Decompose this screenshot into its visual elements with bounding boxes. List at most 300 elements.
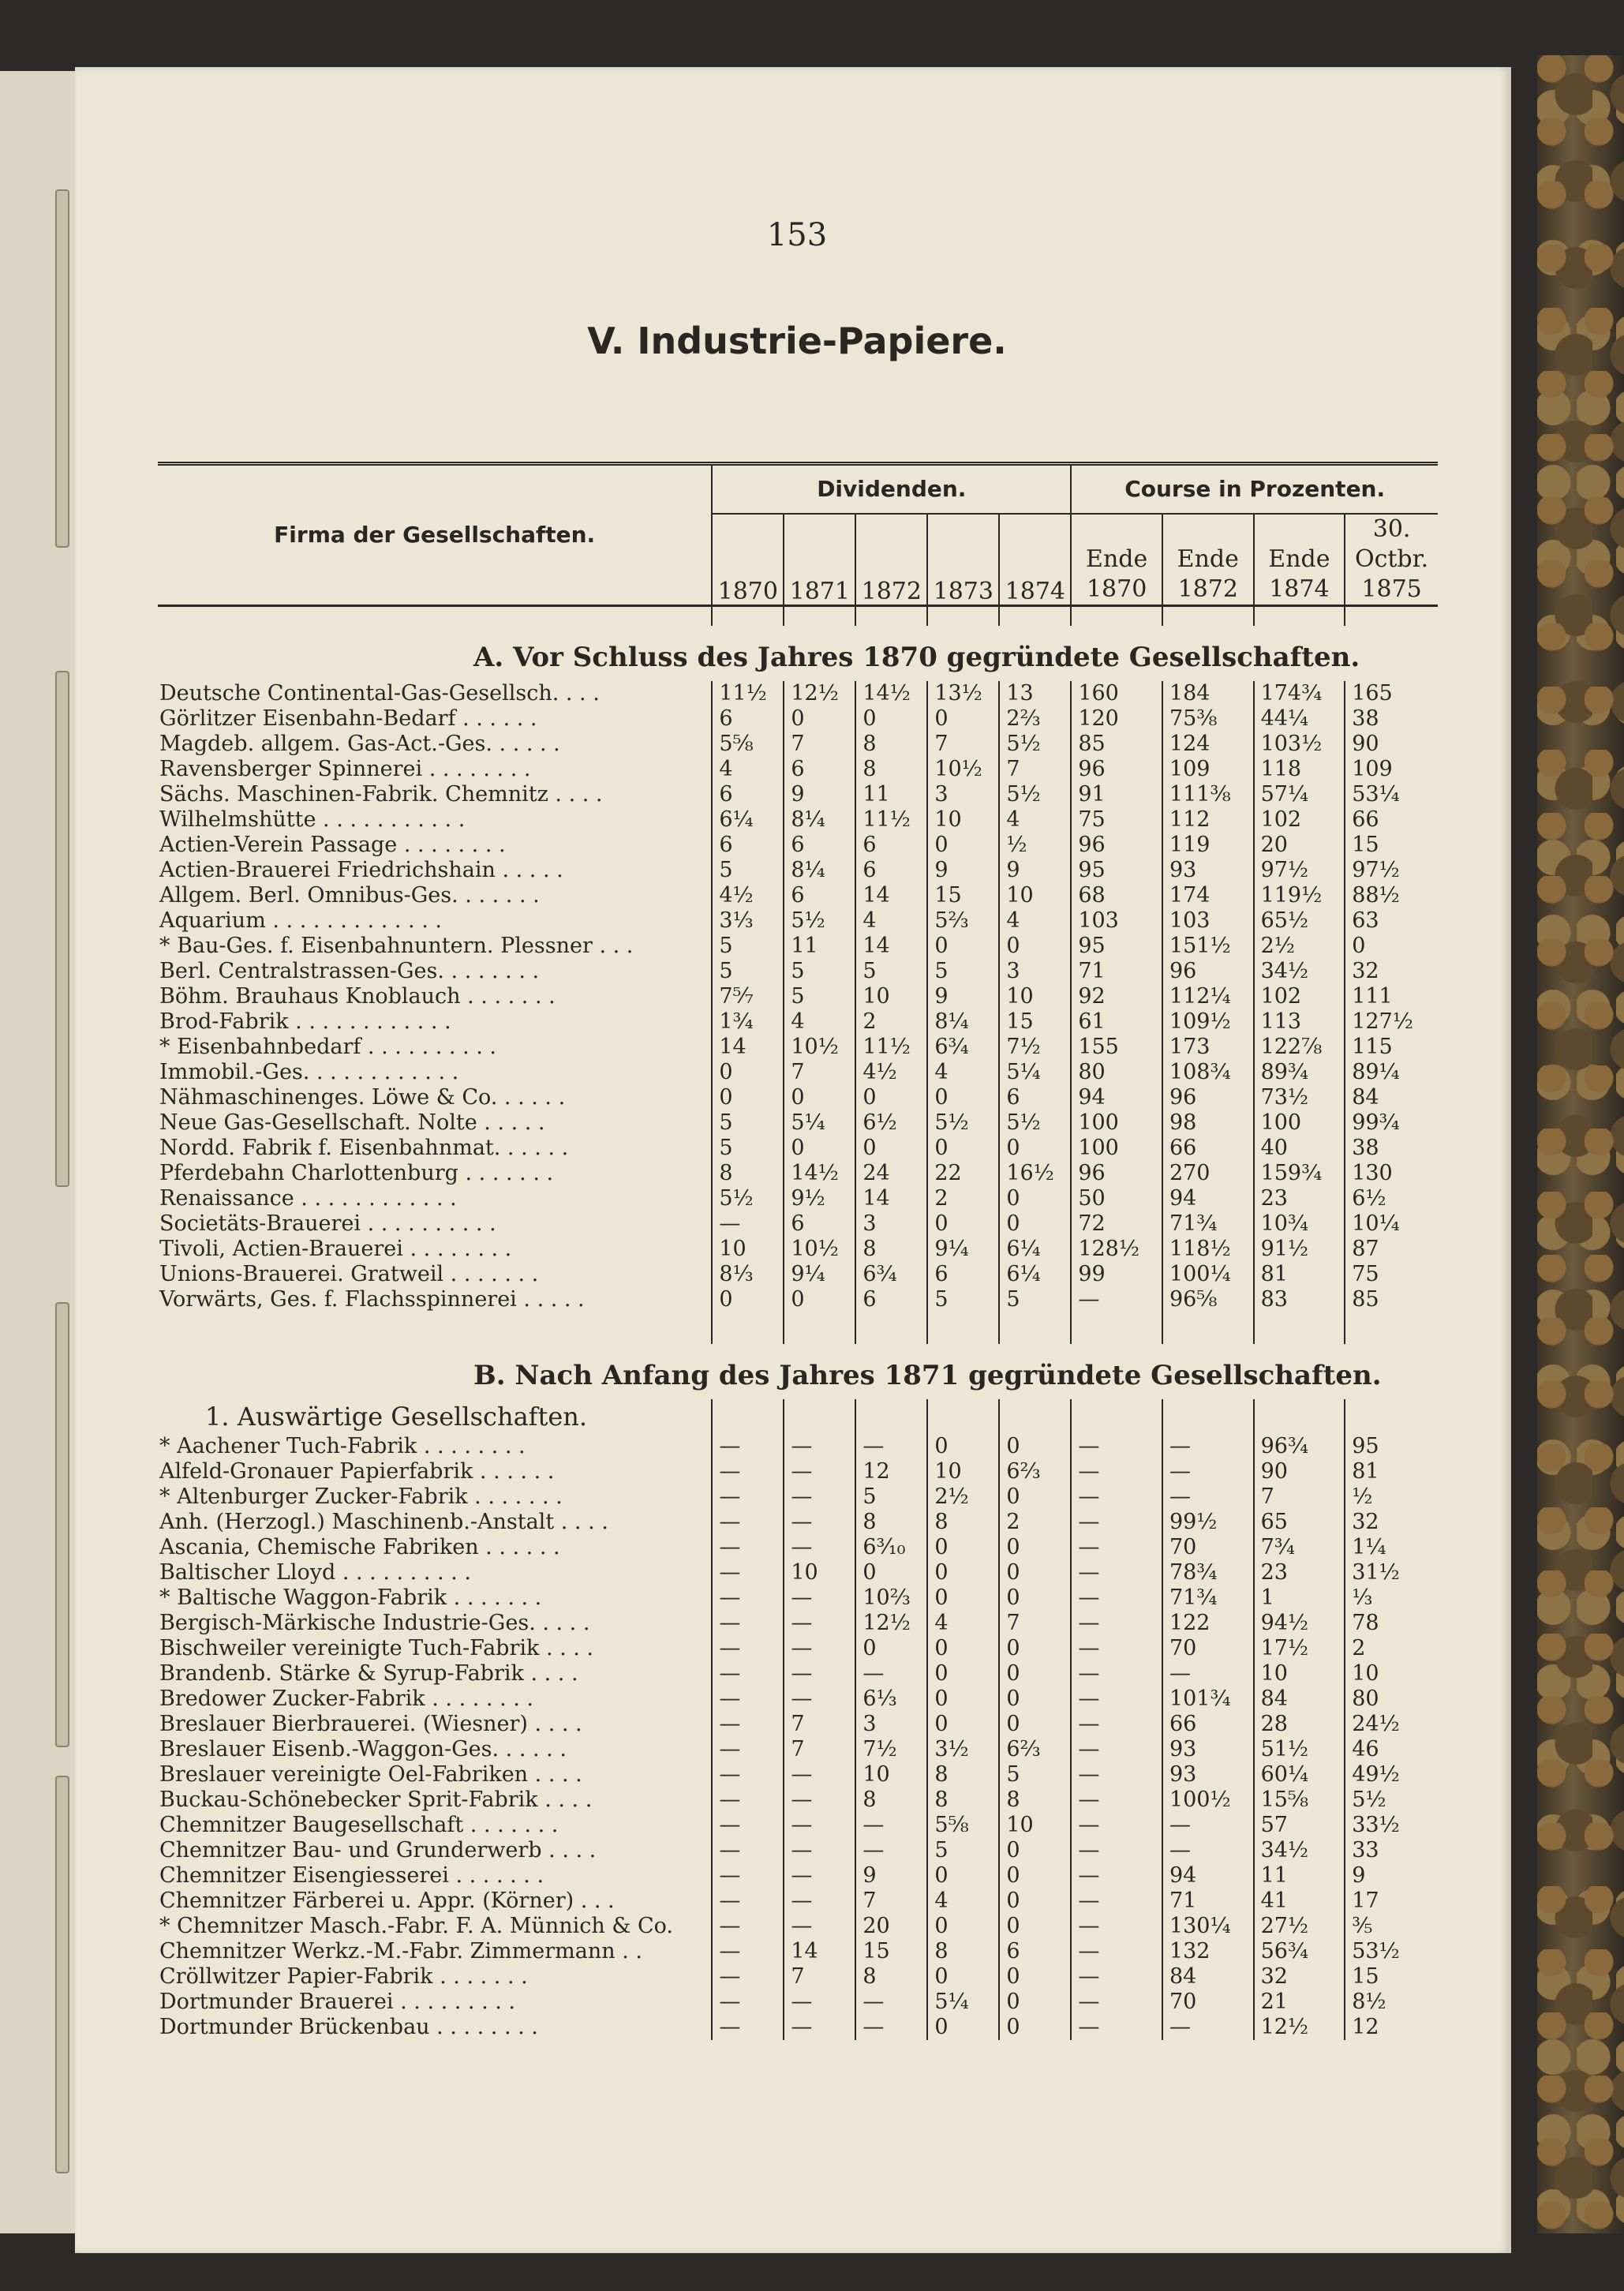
dividend-value: —: [712, 1560, 784, 1585]
dividend-value: 10: [855, 984, 927, 1009]
company-name: * Eisenbahnbedarf . . . . . . . . . .: [159, 1035, 497, 1059]
dividend-value: 0: [999, 1661, 1071, 1686]
dividend-value: —: [784, 1484, 855, 1510]
course-value: —: [1071, 1686, 1162, 1712]
dividend-value: 20: [855, 1914, 927, 1939]
table-row: [158, 959, 1438, 984]
dividend-value: 7: [784, 1737, 855, 1762]
course-value: 130: [1345, 1161, 1438, 1186]
spacer-cell: [784, 606, 855, 627]
company-name: Tivoli, Actien-Brauerei . . . . . . . .: [159, 1237, 512, 1261]
course-value: 81: [1345, 1459, 1438, 1484]
dividend-value: 0: [999, 934, 1071, 959]
dividend-value: 0: [999, 1484, 1071, 1510]
dividend-value: 1¾: [712, 1009, 784, 1035]
course-value: 0: [1345, 934, 1438, 959]
dividend-value: 0: [999, 1186, 1071, 1211]
dividend-value: 2: [855, 1009, 927, 1035]
table-row: [158, 1211, 1438, 1237]
course-value: —: [1071, 1889, 1162, 1914]
course-value: 100: [1071, 1110, 1162, 1136]
dividend-value: 9: [855, 1863, 927, 1889]
dividend-year-header: 1872: [855, 514, 927, 606]
dividend-value: 16½: [999, 1161, 1071, 1186]
course-value: 1¼: [1345, 1535, 1438, 1560]
dividend-value: —: [784, 1863, 855, 1889]
course-value: 115: [1345, 1035, 1438, 1060]
table-row: [158, 1060, 1438, 1085]
course-value: —: [1162, 1459, 1254, 1484]
dividend-value: 8¼: [784, 807, 855, 833]
course-value: 15: [1345, 1964, 1438, 1990]
dividend-value: —: [712, 1838, 784, 1863]
dividend-value: 7: [784, 1712, 855, 1737]
dividend-value: —: [784, 1636, 855, 1661]
course-value: 122: [1162, 1611, 1254, 1636]
table-row: [158, 706, 1438, 732]
spacer-cell: [1254, 1399, 1345, 1434]
company-name: Berl. Centralstrassen-Ges. . . . . . . .: [159, 959, 540, 983]
table-row: [158, 1510, 1438, 1535]
table-row: [158, 1636, 1438, 1661]
course-value: 34½: [1254, 959, 1345, 984]
course-value: 94: [1071, 1085, 1162, 1110]
dividend-value: —: [712, 1712, 784, 1737]
company-name: * Altenburger Zucker-Fabrik . . . . . . .: [159, 1484, 563, 1509]
course-header: Course in Prozenten.: [1071, 464, 1438, 515]
dividend-value: 14: [712, 1035, 784, 1060]
dividend-value: 10½: [927, 757, 999, 782]
dividend-value: 0: [927, 2015, 999, 2040]
course-value: 89¼: [1345, 1060, 1438, 1085]
course-value: 108¾: [1162, 1060, 1254, 1085]
course-value: 15: [1345, 833, 1438, 858]
course-value: —: [1071, 1434, 1162, 1459]
course-value: 127½: [1345, 1009, 1438, 1035]
dividend-value: 2: [999, 1510, 1071, 1535]
dividend-value: 10: [784, 1560, 855, 1585]
table-row: [158, 1035, 1438, 1060]
dividend-value: 6³⁄₁₀: [855, 1535, 927, 1560]
course-value: 84: [1254, 1686, 1345, 1712]
course-date-header: [1345, 514, 1438, 606]
dividend-value: 6⅔: [999, 1459, 1071, 1484]
course-value: 112¼: [1162, 984, 1254, 1009]
dividend-value: 0: [927, 934, 999, 959]
course-value: 28: [1254, 1712, 1345, 1737]
dividend-value: 5½: [999, 1110, 1071, 1136]
dividend-value: 2½: [927, 1484, 999, 1510]
document-page: [75, 67, 1511, 2253]
course-value: 95: [1071, 858, 1162, 883]
course-date-header: [1071, 514, 1162, 606]
dividend-value: —: [784, 1838, 855, 1863]
dividend-value: 5: [712, 1136, 784, 1161]
course-date-year: 1874: [1269, 575, 1330, 603]
course-value: 46: [1345, 1737, 1438, 1762]
dividend-value: 0: [999, 1136, 1071, 1161]
course-value: 66: [1162, 1712, 1254, 1737]
course-value: 56¾: [1254, 1939, 1345, 1964]
course-value: 70: [1162, 1990, 1254, 2015]
course-value: 160: [1071, 681, 1162, 706]
dividend-value: 5: [712, 959, 784, 984]
binding-band: [55, 1302, 69, 1747]
course-value: 71¾: [1162, 1211, 1254, 1237]
course-value: 61: [1071, 1009, 1162, 1035]
dividend-value: 3: [999, 959, 1071, 984]
spacer-cell: [712, 606, 784, 627]
table-row: [158, 908, 1438, 934]
dividend-value: 8¼: [927, 1009, 999, 1035]
company-name: Alfeld-Gronauer Papierfabrik . . . . . .: [159, 1459, 555, 1484]
dividend-value: 3: [855, 1712, 927, 1737]
company-name: Bischweiler vereinigte Tuch-Fabrik . . . .: [159, 1636, 594, 1660]
dividend-value: 14: [784, 1939, 855, 1964]
dividend-value: 7: [784, 1964, 855, 1990]
course-value: 97½: [1345, 858, 1438, 883]
dividend-value: 9¼: [927, 1237, 999, 1262]
course-value: 20: [1254, 833, 1345, 858]
course-value: 103: [1071, 908, 1162, 934]
dividend-value: 6: [712, 833, 784, 858]
table-row: [158, 1661, 1438, 1686]
course-value: 78: [1345, 1611, 1438, 1636]
company-name: Ascania, Chemische Fabriken . . . . . .: [159, 1535, 560, 1559]
table-row: [158, 1863, 1438, 1889]
course-value: 71: [1071, 959, 1162, 984]
company-name: Vorwärts, Ges. f. Flachsspinnerei . . . . .: [159, 1287, 585, 1312]
table-row: [158, 1237, 1438, 1262]
dividend-value: 7: [999, 1611, 1071, 1636]
course-value: 66: [1162, 1136, 1254, 1161]
dividend-value: 8: [855, 1237, 927, 1262]
dividend-value: 0: [927, 833, 999, 858]
course-value: 100: [1254, 1110, 1345, 1136]
course-date-year: 1872: [1177, 575, 1238, 603]
dividend-value: 10: [999, 984, 1071, 1009]
course-value: 17½: [1254, 1636, 1345, 1661]
company-name: Dortmunder Brückenbau . . . . . . . .: [159, 2015, 538, 2039]
dividend-value: 7: [927, 732, 999, 757]
course-value: 94: [1162, 1863, 1254, 1889]
course-value: 34½: [1254, 1838, 1345, 1863]
course-value: 75⅜: [1162, 706, 1254, 732]
course-value: 124: [1162, 732, 1254, 757]
course-value: 111⅜: [1162, 782, 1254, 807]
course-value: 85: [1071, 732, 1162, 757]
table-row: [158, 1560, 1438, 1585]
dividend-value: —: [784, 1889, 855, 1914]
course-value: 40: [1254, 1136, 1345, 1161]
dividend-value: 7: [784, 1060, 855, 1085]
dividend-value: —: [712, 1484, 784, 1510]
course-date-header: [1254, 514, 1345, 606]
company-name: Buckau-Schönebecker Sprit-Fabrik . . . .: [159, 1788, 593, 1812]
dividend-value: 10: [927, 807, 999, 833]
course-value: 120: [1071, 706, 1162, 732]
course-value: 100¼: [1162, 1262, 1254, 1287]
course-value: —: [1162, 1484, 1254, 1510]
course-value: 113: [1254, 1009, 1345, 1035]
dividend-value: 5⅝: [712, 732, 784, 757]
course-value: 32: [1254, 1964, 1345, 1990]
spacer-cell: [927, 1399, 999, 1434]
course-value: 103½: [1254, 732, 1345, 757]
course-value: 49½: [1345, 1762, 1438, 1788]
course-value: 23: [1254, 1560, 1345, 1585]
dividend-value: 4: [999, 807, 1071, 833]
spacer-cell: [712, 1399, 784, 1434]
course-value: 97½: [1254, 858, 1345, 883]
table-row: [158, 1914, 1438, 1939]
company-name: Renaissance . . . . . . . . . . . .: [159, 1186, 457, 1211]
course-date-top: 30. Octbr.: [1354, 515, 1429, 573]
company-name: Allgem. Berl. Omnibus-Ges. . . . . . .: [159, 883, 540, 908]
company-name: Bredower Zucker-Fabrik . . . . . . . .: [159, 1686, 533, 1711]
spacer-cell: [1162, 1312, 1254, 1344]
course-value: 99½: [1162, 1510, 1254, 1535]
table-row: [158, 833, 1438, 858]
dividend-value: —: [712, 1914, 784, 1939]
dividend-value: 9: [784, 782, 855, 807]
company-name: Pferdebahn Charlottenburg . . . . . . .: [159, 1161, 554, 1185]
dividend-value: 0: [999, 1560, 1071, 1585]
dividend-value: 6½: [855, 1110, 927, 1136]
course-value: 57: [1254, 1813, 1345, 1838]
course-value: 95: [1071, 934, 1162, 959]
table-row: [158, 934, 1438, 959]
dividend-year-header: 1873: [927, 514, 999, 606]
course-value: 119½: [1254, 883, 1345, 908]
dividend-value: 5: [927, 959, 999, 984]
dividend-value: 0: [927, 1636, 999, 1661]
table-row: [158, 1611, 1438, 1636]
dividend-value: 0: [855, 1560, 927, 1585]
dividend-year-header: 1870: [712, 514, 784, 606]
dividend-value: 6¾: [927, 1035, 999, 1060]
course-value: 38: [1345, 1136, 1438, 1161]
course-value: ½: [1345, 1484, 1438, 1510]
dividend-value: —: [712, 1762, 784, 1788]
course-value: 155: [1071, 1035, 1162, 1060]
dividend-value: 10½: [784, 1237, 855, 1262]
course-value: 7: [1254, 1484, 1345, 1510]
table-row: [158, 883, 1438, 908]
table-row: [158, 1762, 1438, 1788]
dividend-value: 6: [784, 883, 855, 908]
dividend-value: 8: [927, 1939, 999, 1964]
dividend-value: 5½: [999, 732, 1071, 757]
spacer-cell: [1071, 1399, 1162, 1434]
dividend-value: 0: [999, 1863, 1071, 1889]
spacer-cell: [1162, 606, 1254, 627]
course-value: 109½: [1162, 1009, 1254, 1035]
course-value: 100: [1071, 1136, 1162, 1161]
course-value: 7¾: [1254, 1535, 1345, 1560]
course-date-year: 1875: [1361, 575, 1422, 603]
course-value: 99: [1071, 1262, 1162, 1287]
dividend-value: —: [784, 1914, 855, 1939]
course-value: 96: [1071, 1161, 1162, 1186]
dividend-value: —: [712, 1813, 784, 1838]
table-row: [158, 1712, 1438, 1737]
course-value: —: [1071, 1611, 1162, 1636]
course-value: 96: [1071, 833, 1162, 858]
course-date-year: 1870: [1086, 575, 1147, 603]
company-name: Chemnitzer Werkz.-M.-Fabr. Zimmermann . .: [159, 1939, 642, 1963]
table-row: [158, 757, 1438, 782]
course-value: 10: [1345, 1661, 1438, 1686]
course-value: 118½: [1162, 1237, 1254, 1262]
dividend-value: 5¼: [999, 1060, 1071, 1085]
course-value: —: [1071, 1990, 1162, 2015]
course-value: —: [1071, 1788, 1162, 1813]
table-row: [158, 858, 1438, 883]
dividend-value: 0: [712, 1287, 784, 1312]
course-value: 63: [1345, 908, 1438, 934]
dividend-value: 5¼: [927, 1990, 999, 2015]
course-value: 73½: [1254, 1085, 1345, 1110]
dividend-value: 8: [927, 1788, 999, 1813]
dividend-value: 12½: [855, 1611, 927, 1636]
dividend-value: —: [784, 1762, 855, 1788]
dividenden-header: Dividenden.: [712, 464, 1071, 515]
dividend-value: 0: [999, 2015, 1071, 2040]
company-name: Brod-Fabrik . . . . . . . . . . . .: [159, 1009, 451, 1034]
dividend-value: 0: [927, 1863, 999, 1889]
company-name: Chemnitzer Färberei u. Appr. (Körner) . . .: [159, 1889, 615, 1913]
course-value: 90: [1254, 1459, 1345, 1484]
course-value: —: [1162, 1813, 1254, 1838]
course-value: 96: [1162, 1085, 1254, 1110]
dividend-value: 5⅝: [927, 1813, 999, 1838]
dividend-value: 4: [927, 1611, 999, 1636]
course-value: 96¾: [1254, 1434, 1345, 1459]
dividend-value: 9: [927, 984, 999, 1009]
company-name: * Bau-Ges. f. Eisenbahnuntern. Plessner . . .: [159, 934, 634, 958]
table-row: [158, 782, 1438, 807]
spacer-cell: [784, 1399, 855, 1434]
spacer-cell: [999, 1399, 1071, 1434]
dividend-value: —: [855, 1813, 927, 1838]
stock-table: [158, 462, 1438, 2040]
dividend-value: 10: [855, 1762, 927, 1788]
dividend-value: 0: [927, 1434, 999, 1459]
dividend-value: 5: [855, 1484, 927, 1510]
company-name: * Chemnitzer Masch.-Fabr. F. A. Münnich & Co.: [159, 1914, 674, 1938]
company-name: Nähmaschinenges. Löwe & Co. . . . . .: [159, 1085, 566, 1110]
dividend-year-header: 1871: [784, 514, 855, 606]
spacer-cell: [927, 1312, 999, 1344]
course-value: 9: [1345, 1863, 1438, 1889]
course-value: ⅓: [1345, 1585, 1438, 1611]
spacer-cell: [1345, 606, 1438, 627]
course-value: 65½: [1254, 908, 1345, 934]
course-value: 10¼: [1345, 1211, 1438, 1237]
dividend-value: 6: [784, 757, 855, 782]
dividend-value: 15: [855, 1939, 927, 1964]
dividend-value: 0: [999, 1838, 1071, 1863]
dividend-value: 13: [999, 681, 1071, 706]
company-name: Cröllwitzer Papier-Fabrik . . . . . . .: [159, 1964, 528, 1989]
course-value: 165: [1345, 681, 1438, 706]
dividend-value: 6: [927, 1262, 999, 1287]
course-value: —: [1071, 1737, 1162, 1762]
spacer-cell: [1254, 606, 1345, 627]
subsection-title: 1. Auswärtige Gesellschaften.: [205, 1402, 588, 1432]
dividend-value: —: [712, 1510, 784, 1535]
company-name: * Aachener Tuch-Fabrik . . . . . . . .: [159, 1434, 526, 1458]
dividend-year-header: 1874: [999, 514, 1071, 606]
course-value: 93: [1162, 1762, 1254, 1788]
course-value: —: [1071, 1459, 1162, 1484]
section-b: [158, 1344, 1438, 1399]
dividend-value: 3½: [927, 1737, 999, 1762]
dividend-value: 11: [784, 934, 855, 959]
spacer-cell: [1345, 1312, 1438, 1344]
spacer-cell: [999, 1312, 1071, 1344]
dividend-value: 15: [927, 883, 999, 908]
spacer-row: [158, 1312, 1438, 1344]
table-row: [158, 1161, 1438, 1186]
dividend-value: 0: [855, 1136, 927, 1161]
course-value: 111: [1345, 984, 1438, 1009]
dividend-value: 5⅔: [927, 908, 999, 934]
course-value: 1: [1254, 1585, 1345, 1611]
dividend-value: 9¼: [784, 1262, 855, 1287]
course-value: 174¾: [1254, 681, 1345, 706]
dividend-value: 12: [855, 1459, 927, 1484]
company-name: Immobil.-Ges. . . . . . . . . . . .: [159, 1060, 459, 1084]
dividend-value: 0: [855, 1085, 927, 1110]
course-value: 122⅞: [1254, 1035, 1345, 1060]
dividend-value: 9: [927, 858, 999, 883]
dividend-value: 6⅔: [999, 1737, 1071, 1762]
spacer-cell: [1071, 1312, 1162, 1344]
course-value: 132: [1162, 1939, 1254, 1964]
dividend-value: 0: [927, 706, 999, 732]
binding-band: [55, 1776, 69, 2173]
course-value: 32: [1345, 1510, 1438, 1535]
course-value: —: [1071, 1964, 1162, 1990]
dividend-value: 6¼: [999, 1262, 1071, 1287]
section-b-title: B. Nach Anfang des Jahres 1871 gegründete Gesellschaften.: [473, 1360, 1382, 1391]
course-value: —: [1071, 1585, 1162, 1611]
table-row: [158, 1009, 1438, 1035]
dividend-value: —: [855, 2015, 927, 2040]
dividend-value: 0: [712, 1060, 784, 1085]
company-name: Unions-Brauerei. Gratweil . . . . . . .: [159, 1262, 539, 1286]
table-row: [158, 984, 1438, 1009]
course-value: 91½: [1254, 1237, 1345, 1262]
dividend-value: —: [712, 1964, 784, 1990]
dividend-value: 5½: [927, 1110, 999, 1136]
dividend-value: —: [784, 1459, 855, 1484]
dividend-value: 6: [784, 833, 855, 858]
course-date-top: Ende: [1268, 545, 1330, 573]
course-value: 11: [1254, 1863, 1345, 1889]
course-value: 173: [1162, 1035, 1254, 1060]
dividend-value: 9½: [784, 1186, 855, 1211]
dividend-value: 10: [712, 1237, 784, 1262]
dividend-value: 0: [999, 1964, 1071, 1990]
table-row: [158, 1737, 1438, 1762]
course-value: 119: [1162, 833, 1254, 858]
company-name: Chemnitzer Bau- und Grunderwerb . . . .: [159, 1838, 597, 1862]
dividend-value: 6¼: [999, 1237, 1071, 1262]
dividend-value: 6: [855, 858, 927, 883]
